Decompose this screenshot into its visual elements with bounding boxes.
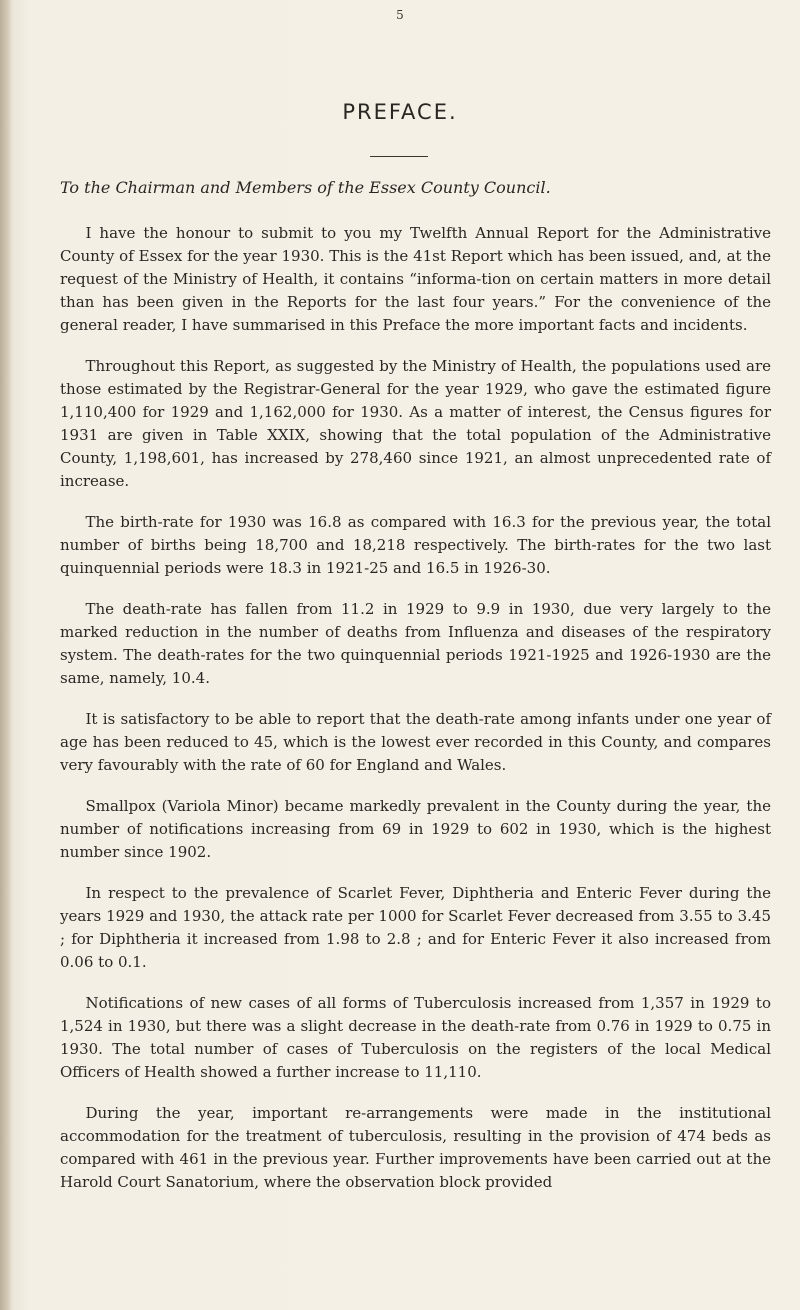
- body-text: [60, 222, 771, 1212]
- page-number: 5: [396, 8, 404, 22]
- salutation: To the Chairman and Members of the Essex County Council.: [60, 178, 551, 197]
- page-edge-shadow: [0, 0, 12, 1310]
- title-divider: [370, 156, 428, 157]
- paragraph-infant-mortality: It is satisfactory to be able to report that the death-rate among infants under one year of age has been reduced to 45, which is the lowest ever recorded in this County, and compares very favourably with the rate of 60 for England and Wales.: [60, 710, 771, 774]
- page-title: PREFACE.: [342, 100, 458, 124]
- paragraph-birth-rate: The birth-rate for 1930 was 16.8 as compared with 16.3 for the previous year, the total number of births being 18,700 and 18,218 respectively. The birth-rates for the two last quinquennial periods were 18.3 in 1921-25 and 16.5 in 1926-30.: [60, 513, 771, 577]
- paragraph-death-rate: The death-rate has fallen from 11.2 in 1929 to 9.9 in 1930, due very largely to the marked reduction in the number of deaths from Influenza and diseases of the respiratory system. The death-rates for the two quinquennial periods 1921-1925 and 1926-1930 are the same, namely, 10.4.: [60, 600, 771, 687]
- paragraph-smallpox: Smallpox (Variola Minor) became markedly prevalent in the County during the year, the number of notifications increasing from 69 in 1929 to 602 in 1930, which is the highest number since 1902.: [60, 797, 771, 861]
- paragraph-intro: I have the honour to submit to you my Twelfth Annual Report for the Administrative County of Essex for the year 1930. This is the 41st Report which has been issued, and, at the request of the Ministry of Health, it contains “informa-tion on certain matters in more detail than has been given in the Reports for the last four years.” For the convenience of the general reader, I have summarised in this Preface the more important facts and incidents.: [60, 224, 771, 334]
- paragraph-infectious-fevers: In respect to the prevalence of Scarlet Fever, Diphtheria and Enteric Fever during the years 1929 and 1930, the attack rate per 1000 for Scarlet Fever decreased from 3.55 to 3.45 ; for Diphtheria it increased from 1.98 to 2.8 ; and for Enteric Fever it also increased from 0.06 to 0.1.: [60, 884, 771, 971]
- paragraph-tuberculosis-notifications: Notifications of new cases of all forms of Tuberculosis increased from 1,357 in 1929 to 1,524 in 1930, but there was a slight decrease in the death-rate from 0.76 in 1929 to 0.75 in 1930. The total number of cases of Tuberculosis on the registers of the local Medical Officers of Health showed a further increase to 11,110.: [60, 994, 771, 1081]
- paragraph-population: Throughout this Report, as suggested by the Ministry of Health, the populations used are those estimated by the Registrar-General for the year 1929, who gave the estimated figure 1,110,400 for 1929 and 1,162,000 for 1930. As a matter of interest, the Census figures for 1931 are given in Table XXIX, showing that the total population of the Administrative County, 1,198,601, has increased by 278,460 since 1921, an almost unprecedented rate of increase.: [60, 357, 771, 490]
- paragraph-tuberculosis-accommodation: During the year, important re-arrangements were made in the institutional accommodation for the treatment of tuberculosis, resulting in the provision of 474 beds as compared with 461 in the previous year. Further improvements have been carried out at the Harold Court Sanatorium, where the observation block provided: [60, 1104, 771, 1191]
